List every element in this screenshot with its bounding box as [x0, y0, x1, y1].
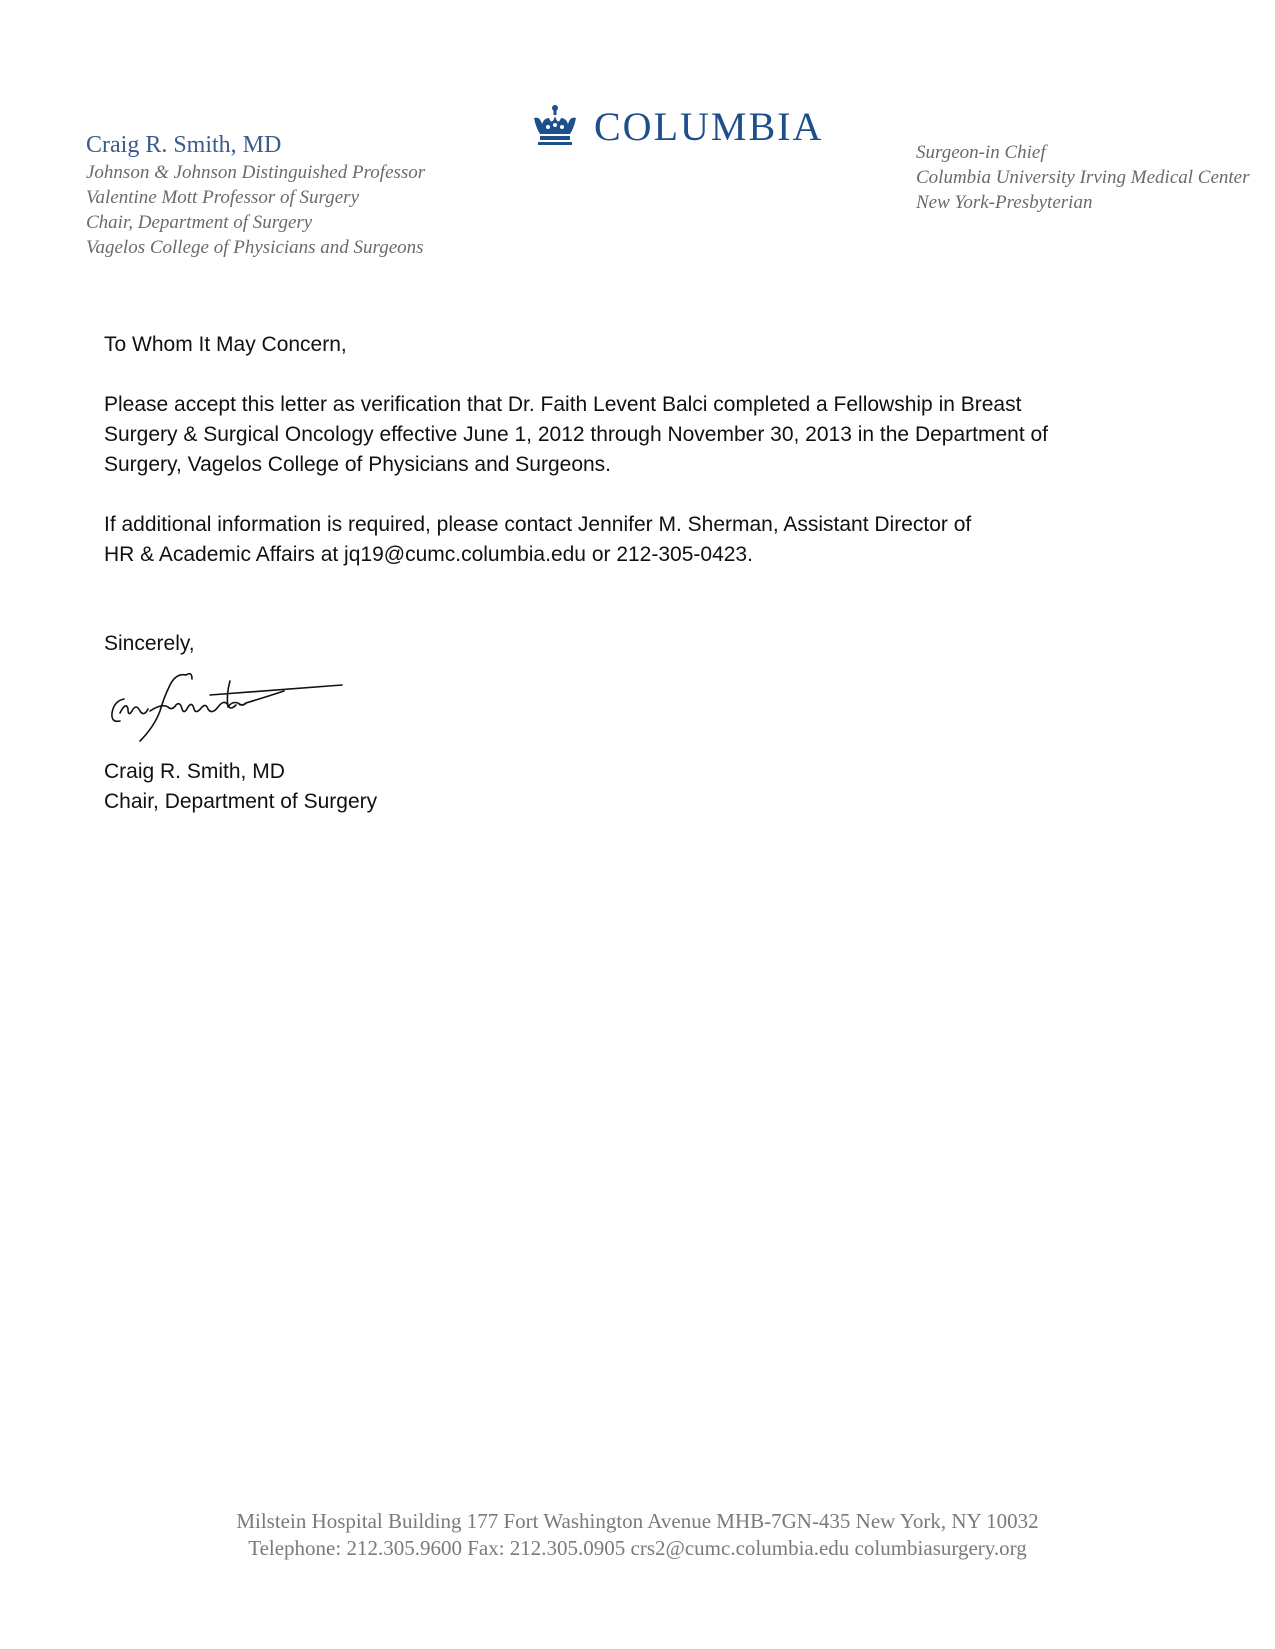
signature-image	[106, 661, 346, 753]
columbia-wordmark: COLUMBIA	[594, 104, 824, 149]
letterhead-right-title-1: Surgeon-in Chief	[916, 142, 1046, 163]
paragraph-verification	[104, 390, 1184, 480]
letterhead-title-1: Johnson & Johnson Distinguished Professor	[86, 162, 426, 183]
letterhead-left	[86, 130, 466, 260]
letterhead-right	[916, 140, 1256, 215]
crown-icon	[530, 104, 580, 150]
signer-name: Craig R. Smith, MD	[104, 760, 285, 783]
letterhead-title-4: Vagelos College of Physicians and Surgeons	[86, 237, 424, 258]
paragraph-line: HR & Academic Affairs at jq19@cumc.columbia.edu or 212-305-0423.	[104, 543, 753, 566]
footer-address: Milstein Hospital Building 177 Fort Washington Avenue MHB-7GN-435 New York, NY 10032	[236, 1509, 1039, 1533]
salutation: To Whom It May Concern,	[104, 333, 347, 356]
letter-body	[104, 330, 1184, 817]
columbia-logo	[530, 102, 823, 152]
paragraph-line: If additional information is required, please contact Jennifer M. Sherman, Assistant Director of	[104, 513, 972, 536]
paragraph-line: Surgery, Vagelos College of Physicians and Surgeons.	[104, 453, 612, 476]
letterhead-title-3: Chair, Department of Surgery	[86, 212, 313, 233]
paragraph-line: Surgery & Surgical Oncology effective June 1, 2012 through November 30, 2013 in the Department of	[104, 423, 1049, 446]
signer-title: Chair, Department of Surgery	[104, 790, 378, 813]
paragraph-contact	[104, 510, 1184, 570]
closing: Sincerely,	[104, 632, 195, 655]
paragraph-line: Please accept this letter as verification that Dr. Faith Levent Balci completed a Fellowship in Breast	[104, 393, 1022, 416]
footer-contact: Telephone: 212.305.9600 Fax: 212.305.0905 crs2@cumc.columbia.edu columbiasurgery.org	[248, 1536, 1027, 1560]
letterhead-right-title-3: New York-Presbyterian	[916, 192, 1093, 213]
letterhead-title-2: Valentine Mott Professor of Surgery	[86, 187, 360, 208]
letterhead-name: Craig R. Smith, MD	[86, 132, 282, 158]
letterhead-right-title-2: Columbia University Irving Medical Center	[916, 167, 1250, 188]
footer	[0, 1508, 1275, 1562]
